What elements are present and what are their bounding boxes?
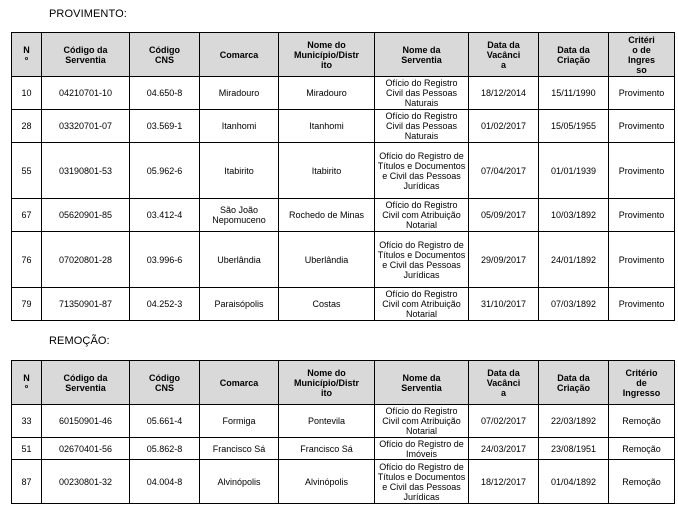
cell-numero: 28	[12, 110, 42, 143]
cell-criterio-ingresso: Remoção	[609, 438, 675, 460]
cell-municipio: Costas	[279, 288, 375, 321]
cell-criterio-ingresso: Remoção	[609, 460, 675, 504]
header-codigo-serventia: Código da Serventia	[42, 33, 130, 77]
table-row	[12, 232, 675, 288]
cell-data-vacancia: 29/09/2017	[469, 232, 539, 288]
cell-criterio-ingresso: Provimento	[609, 288, 675, 321]
header-numero: N º	[12, 361, 42, 405]
cell-comarca: Formiga	[200, 405, 279, 438]
section-title-provimento: PROVIMENTO:	[49, 8, 127, 20]
header-criterio-ingresso: Critéri o de Ingres so	[609, 33, 675, 77]
cell-municipio: Francisco Sá	[279, 438, 375, 460]
cell-comarca: Alvinópolis	[200, 460, 279, 504]
section-title-remocao: REMOÇÃO:	[49, 335, 110, 347]
cell-numero: 33	[12, 405, 42, 438]
header-nome-serventia: Nome da Serventia	[375, 361, 469, 405]
cell-comarca: Uberlândia	[200, 232, 279, 288]
table-row	[12, 460, 675, 504]
cell-codigo-cns: 05.661-4	[130, 405, 200, 438]
cell-codigo-cns: 05.862-8	[130, 438, 200, 460]
cell-municipio: Alvinópolis	[279, 460, 375, 504]
table-row	[12, 288, 675, 321]
cell-codigo-cns: 03.412-4	[130, 199, 200, 232]
cell-data-vacancia: 01/02/2017	[469, 110, 539, 143]
cell-nome-serventia: Ofício do Registro Civil com Atribuição Notarial	[375, 288, 469, 321]
header-criterio-ingresso: Critério de Ingresso	[609, 361, 675, 405]
cell-codigo-serventia: 04210701-10	[42, 77, 130, 110]
cell-comarca: Itabirito	[200, 143, 279, 199]
cell-criterio-ingresso: Provimento	[609, 199, 675, 232]
provimento-table	[11, 32, 675, 321]
cell-data-criacao: 10/03/1892	[539, 199, 609, 232]
cell-codigo-serventia: 05620901-85	[42, 199, 130, 232]
cell-criterio-ingresso: Provimento	[609, 110, 675, 143]
cell-data-criacao: 15/05/1955	[539, 110, 609, 143]
cell-data-vacancia: 18/12/2017	[469, 460, 539, 504]
header-data-criacao: Data da Criação	[539, 361, 609, 405]
cell-data-vacancia: 07/02/2017	[469, 405, 539, 438]
cell-data-criacao: 23/08/1951	[539, 438, 609, 460]
cell-codigo-cns: 03.569-1	[130, 110, 200, 143]
cell-data-vacancia: 24/03/2017	[469, 438, 539, 460]
cell-codigo-serventia: 71350901-87	[42, 288, 130, 321]
header-municipio: Nome do Município/Distr ito	[279, 33, 375, 77]
cell-comarca: Miradouro	[200, 77, 279, 110]
cell-data-criacao: 07/03/1892	[539, 288, 609, 321]
cell-municipio: Uberlândia	[279, 232, 375, 288]
cell-criterio-ingresso: Provimento	[609, 232, 675, 288]
header-nome-serventia: Nome da Serventia	[375, 33, 469, 77]
remocao-table	[11, 360, 675, 504]
cell-criterio-ingresso: Remoção	[609, 405, 675, 438]
cell-nome-serventia: Ofício do Registro Civil das Pessoas Naturais	[375, 77, 469, 110]
cell-data-vacancia: 07/04/2017	[469, 143, 539, 199]
cell-data-criacao: 22/03/1892	[539, 405, 609, 438]
cell-numero: 67	[12, 199, 42, 232]
cell-nome-serventia: Ofício do Registro de Títulos e Documentos e Civil das Pessoas Jurídicas	[375, 143, 469, 199]
header-data-criacao: Data da Criação	[539, 33, 609, 77]
cell-nome-serventia: Ofício do Registro de Títulos e Documentos e Civil das Pessoas Jurídicas	[375, 232, 469, 288]
cell-municipio: Itabirito	[279, 143, 375, 199]
cell-municipio: Rochedo de Minas	[279, 199, 375, 232]
cell-nome-serventia: Ofício do Registro Civil das Pessoas Naturais	[375, 110, 469, 143]
table-row	[12, 110, 675, 143]
cell-data-criacao: 24/01/1892	[539, 232, 609, 288]
cell-codigo-serventia: 03320701-07	[42, 110, 130, 143]
header-codigo-cns: Código CNS	[130, 33, 200, 77]
cell-codigo-cns: 05.962-6	[130, 143, 200, 199]
header-comarca: Comarca	[200, 361, 279, 405]
table-row	[12, 438, 675, 460]
cell-data-vacancia: 31/10/2017	[469, 288, 539, 321]
table-row	[12, 143, 675, 199]
cell-municipio: Miradouro	[279, 77, 375, 110]
header-data-vacancia: Data da Vacânci a	[469, 33, 539, 77]
header-municipio: Nome do Município/Distr ito	[279, 361, 375, 405]
cell-codigo-cns: 04.004-8	[130, 460, 200, 504]
header-comarca: Comarca	[200, 33, 279, 77]
cell-nome-serventia: Ofício do Registro Civil com Atribuição Notarial	[375, 199, 469, 232]
cell-numero: 51	[12, 438, 42, 460]
cell-numero: 87	[12, 460, 42, 504]
cell-codigo-serventia: 60150901-46	[42, 405, 130, 438]
cell-comarca: Paraisópolis	[200, 288, 279, 321]
cell-data-criacao: 01/01/1939	[539, 143, 609, 199]
cell-codigo-cns: 03.996-6	[130, 232, 200, 288]
cell-criterio-ingresso: Provimento	[609, 143, 675, 199]
header-row	[12, 361, 675, 405]
header-codigo-serventia: Código da Serventia	[42, 361, 130, 405]
header-row	[12, 33, 675, 77]
cell-data-criacao: 01/04/1892	[539, 460, 609, 504]
table-row	[12, 77, 675, 110]
header-codigo-cns: Código CNS	[130, 361, 200, 405]
cell-nome-serventia: Ofício do Registro de Imóveis	[375, 438, 469, 460]
cell-codigo-serventia: 03190801-53	[42, 143, 130, 199]
table-row	[12, 199, 675, 232]
cell-codigo-serventia: 02670401-56	[42, 438, 130, 460]
cell-data-vacancia: 18/12/2014	[469, 77, 539, 110]
cell-comarca: Itanhomi	[200, 110, 279, 143]
cell-numero: 76	[12, 232, 42, 288]
cell-nome-serventia: Ofício do Registro Civil com Atribuição Notarial	[375, 405, 469, 438]
cell-municipio: Itanhomi	[279, 110, 375, 143]
cell-codigo-serventia: 07020801-28	[42, 232, 130, 288]
cell-data-vacancia: 05/09/2017	[469, 199, 539, 232]
cell-numero: 79	[12, 288, 42, 321]
cell-codigo-cns: 04.650-8	[130, 77, 200, 110]
header-data-vacancia: Data da Vacânci a	[469, 361, 539, 405]
cell-nome-serventia: Ofício do Registro de Títulos e Documentos e Civil das Pessoas Jurídicas	[375, 460, 469, 504]
cell-comarca: Francisco Sá	[200, 438, 279, 460]
cell-data-criacao: 15/11/1990	[539, 77, 609, 110]
table-row	[12, 405, 675, 438]
cell-codigo-serventia: 00230801-32	[42, 460, 130, 504]
cell-numero: 55	[12, 143, 42, 199]
cell-comarca: São João Nepomuceno	[200, 199, 279, 232]
cell-codigo-cns: 04.252-3	[130, 288, 200, 321]
cell-municipio: Pontevila	[279, 405, 375, 438]
header-numero: N º	[12, 33, 42, 77]
cell-criterio-ingresso: Provimento	[609, 77, 675, 110]
cell-numero: 10	[12, 77, 42, 110]
